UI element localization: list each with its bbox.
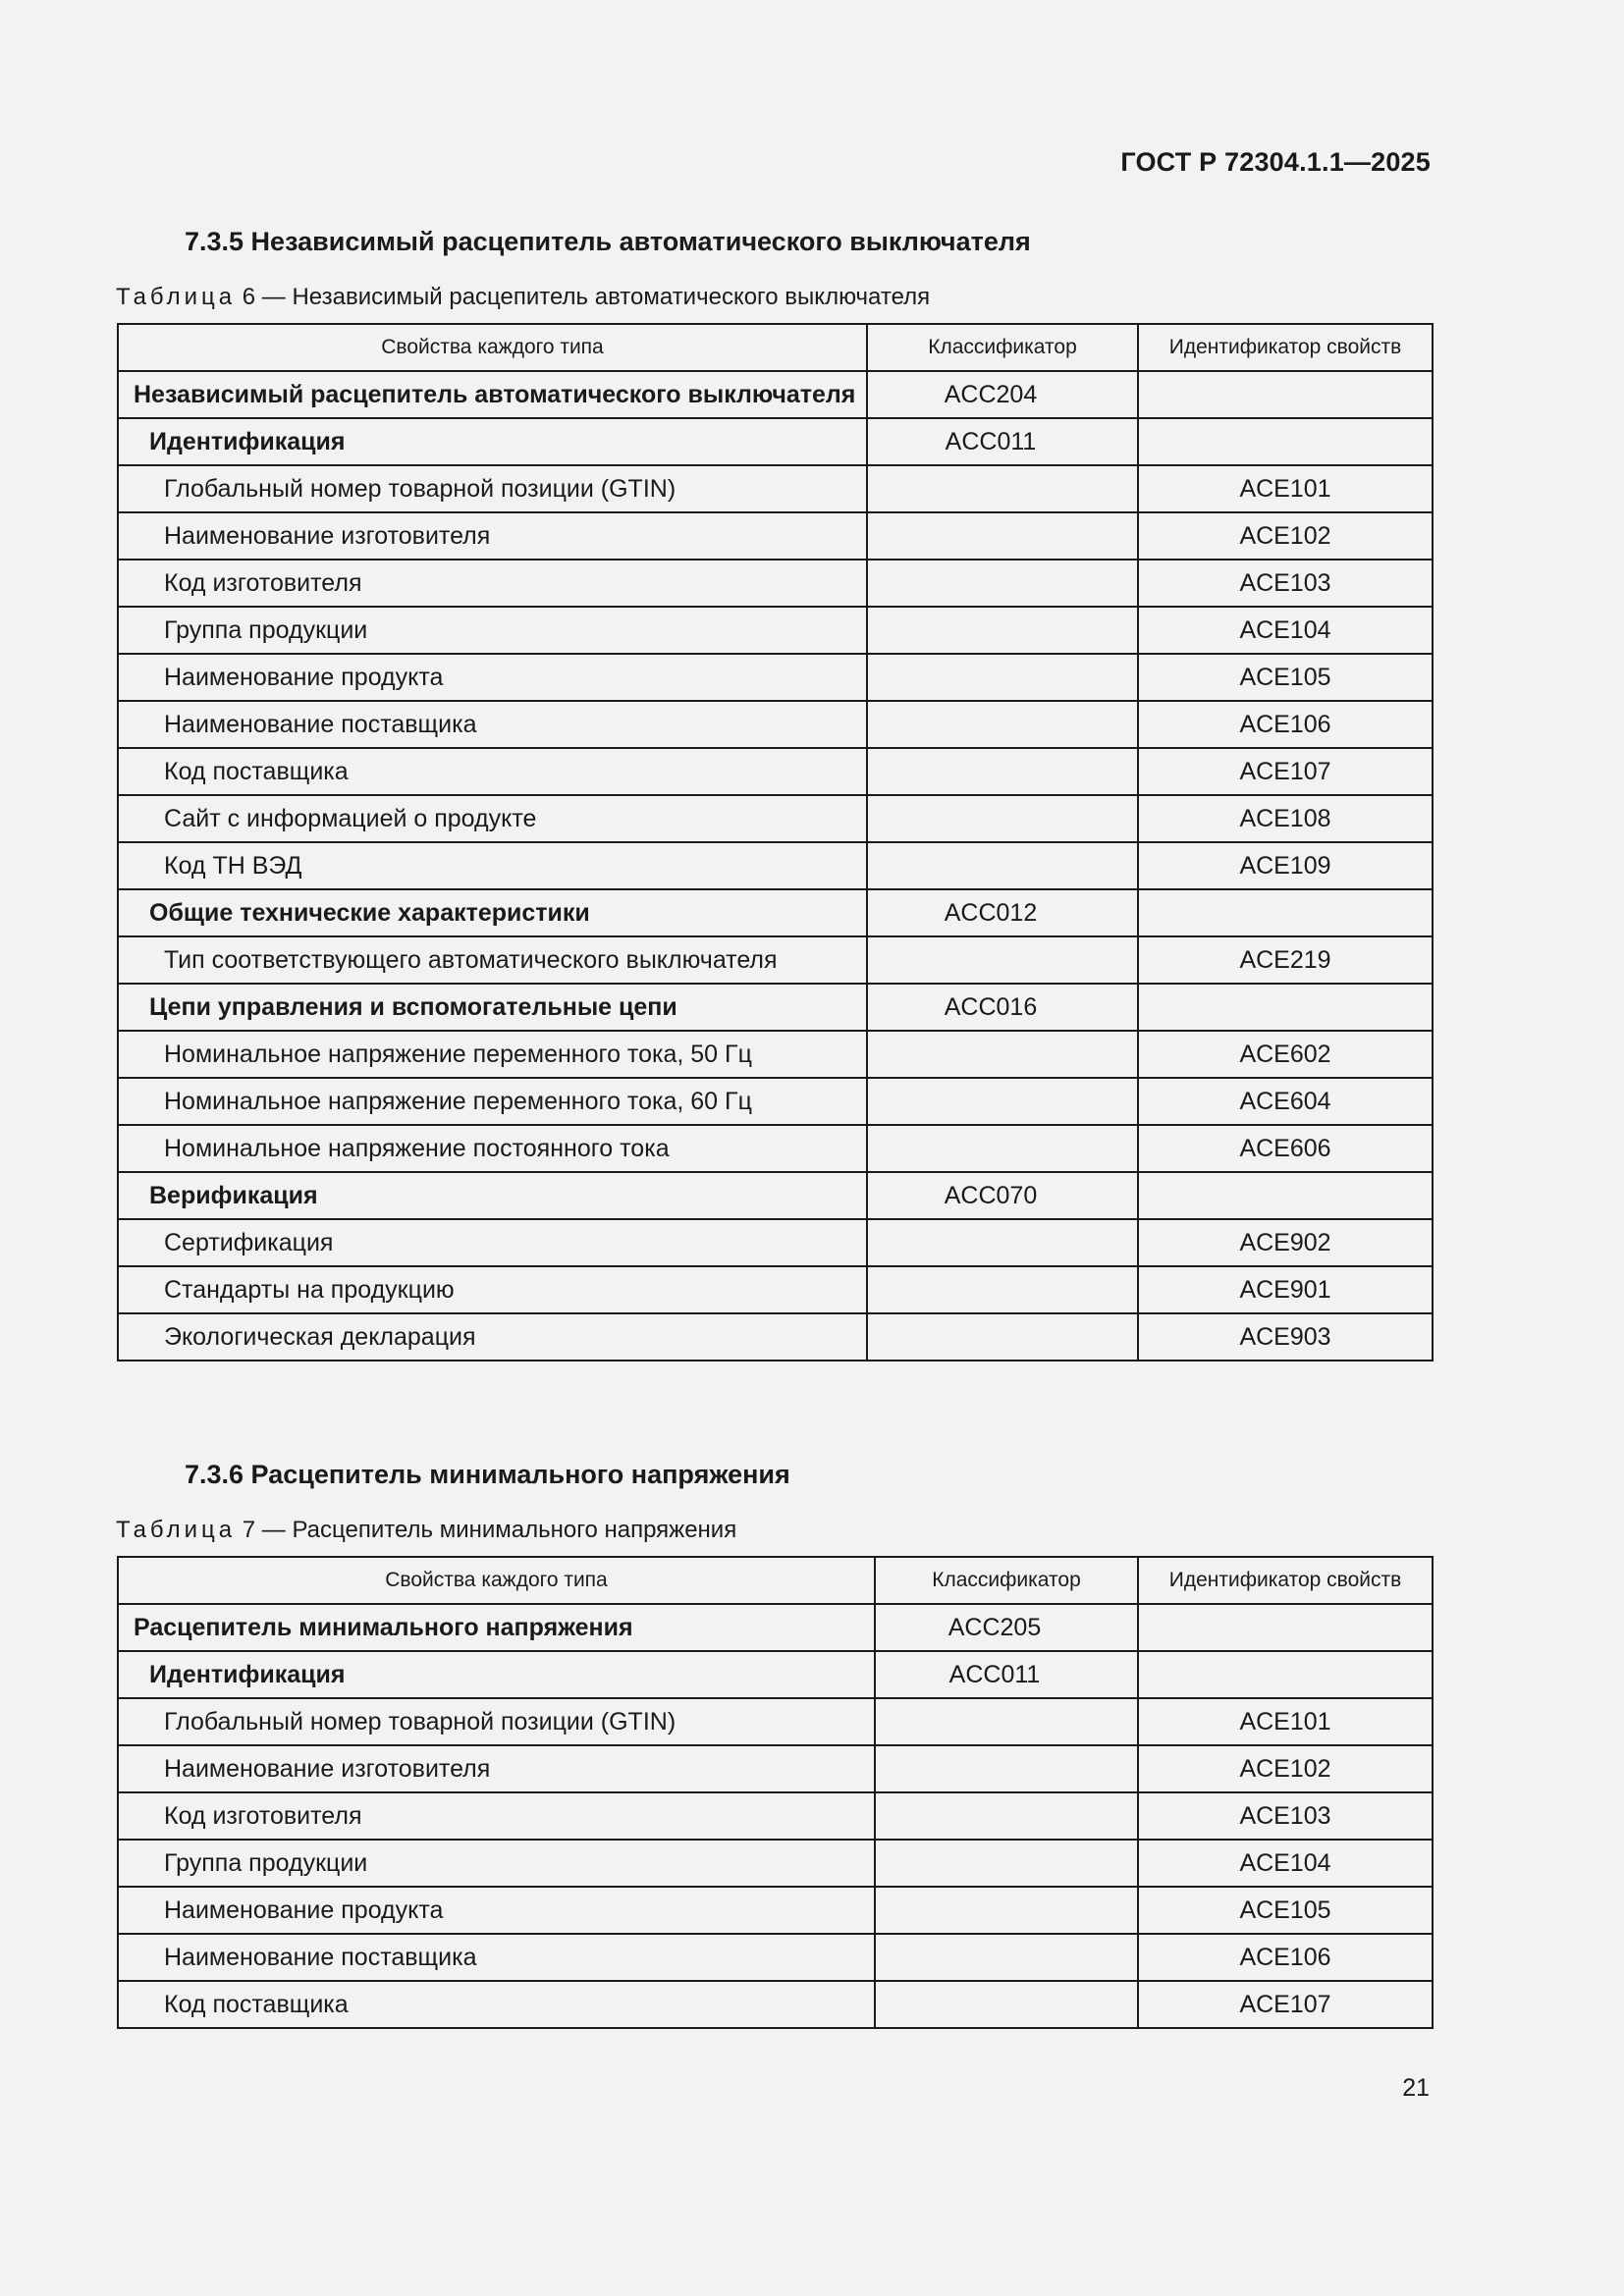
table-row (118, 654, 1433, 701)
property-id-cell (1138, 1651, 1433, 1698)
property-id-cell: ACE903 (1138, 1313, 1433, 1361)
column-header-classifier: Классификатор (875, 1557, 1138, 1604)
property-id-cell: ACE102 (1138, 512, 1433, 560)
classifier-cell (875, 1840, 1138, 1887)
property-name-cell: Код изготовителя (118, 1792, 875, 1840)
properties-table-7 (117, 1556, 1434, 2029)
table-row (118, 1313, 1433, 1361)
property-name-cell: Стандарты на продукцию (118, 1266, 867, 1313)
classifier-cell (867, 1125, 1138, 1172)
property-id-cell: ACE106 (1138, 701, 1433, 748)
classifier-cell (875, 1745, 1138, 1792)
table-row (118, 1604, 1433, 1651)
property-id-cell (1138, 984, 1433, 1031)
classifier-cell: ACC011 (867, 418, 1138, 465)
classifier-cell (867, 795, 1138, 842)
property-name-cell: Наименование продукта (118, 654, 867, 701)
property-id-cell (1138, 889, 1433, 936)
classifier-cell (867, 701, 1138, 748)
table-row (118, 607, 1433, 654)
column-header-properties: Свойства каждого типа (118, 324, 867, 371)
property-id-cell (1138, 1172, 1433, 1219)
table-row (118, 418, 1433, 465)
table-row (118, 889, 1433, 936)
table-row (118, 1887, 1433, 1934)
property-id-cell: ACE103 (1138, 1792, 1433, 1840)
column-header-property-id: Идентификатор свойств (1138, 324, 1433, 371)
property-name-cell: Верификация (118, 1172, 867, 1219)
property-name-cell: Номинальное напряжение переменного тока, 60 Гц (118, 1078, 867, 1125)
classifier-cell (867, 1078, 1138, 1125)
classifier-cell (875, 1887, 1138, 1934)
property-id-cell (1138, 418, 1433, 465)
table-row (118, 560, 1433, 607)
table-header-row (118, 324, 1433, 371)
table-header-row (118, 1557, 1433, 1604)
table-row (118, 1698, 1433, 1745)
classifier-cell: ACC016 (867, 984, 1138, 1031)
table-row (118, 1266, 1433, 1313)
property-name-cell: Наименование изготовителя (118, 512, 867, 560)
classifier-cell (867, 1219, 1138, 1266)
property-name-cell: Группа продукции (118, 1840, 875, 1887)
classifier-cell (875, 1698, 1138, 1745)
property-name-cell: Расцепитель минимального напряжения (118, 1604, 875, 1651)
classifier-cell (867, 1031, 1138, 1078)
table-row (118, 1125, 1433, 1172)
classifier-cell: ACC012 (867, 889, 1138, 936)
table-caption-6 (116, 284, 930, 311)
property-id-cell: ACE902 (1138, 1219, 1433, 1266)
property-name-cell: Код поставщика (118, 1981, 875, 2028)
property-id-cell: ACE106 (1138, 1934, 1433, 1981)
table-caption-text: 6 — Независимый расцепитель автоматического выключателя (242, 284, 931, 310)
table-row (118, 1745, 1433, 1792)
property-name-cell: Цепи управления и вспомогательные цепи (118, 984, 867, 1031)
table-row (118, 1219, 1433, 1266)
property-name-cell: Идентификация (118, 1651, 875, 1698)
property-id-cell: ACE219 (1138, 936, 1433, 984)
table-row (118, 795, 1433, 842)
property-id-cell: ACE107 (1138, 748, 1433, 795)
property-name-cell: Экологическая декларация (118, 1313, 867, 1361)
property-name-cell: Код ТН ВЭД (118, 842, 867, 889)
classifier-cell (867, 607, 1138, 654)
table-row (118, 701, 1433, 748)
property-name-cell: Глобальный номер товарной позиции (GTIN) (118, 465, 867, 512)
property-id-cell: ACE104 (1138, 1840, 1433, 1887)
table-row (118, 371, 1433, 418)
classifier-cell: ACC205 (875, 1604, 1138, 1651)
property-id-cell (1138, 1604, 1433, 1651)
property-name-cell: Глобальный номер товарной позиции (GTIN) (118, 1698, 875, 1745)
column-header-property-id: Идентификатор свойств (1138, 1557, 1433, 1604)
classifier-cell (867, 1266, 1138, 1313)
property-name-cell: Независимый расцепитель автоматического выключателя (118, 371, 867, 418)
property-name-cell: Общие технические характеристики (118, 889, 867, 936)
classifier-cell (867, 654, 1138, 701)
properties-table-6 (117, 323, 1434, 1362)
classifier-cell (867, 560, 1138, 607)
table-caption-text: 7 — Расцепитель минимального напряжения (242, 1517, 737, 1543)
property-id-cell: ACE103 (1138, 560, 1433, 607)
property-name-cell: Группа продукции (118, 607, 867, 654)
property-name-cell: Номинальное напряжение постоянного тока (118, 1125, 867, 1172)
property-id-cell: ACE105 (1138, 1887, 1433, 1934)
section-heading-7-3-6: 7.3.6 Расцепитель минимального напряжения (185, 1460, 790, 1489)
table-row (118, 1840, 1433, 1887)
classifier-cell (867, 465, 1138, 512)
property-name-cell: Сайт с информацией о продукте (118, 795, 867, 842)
table-row (118, 1934, 1433, 1981)
table-row (118, 748, 1433, 795)
table-row (118, 842, 1433, 889)
property-id-cell: ACE604 (1138, 1078, 1433, 1125)
table-caption-label: Таблица (116, 1517, 237, 1543)
classifier-cell: ACC011 (875, 1651, 1138, 1698)
property-name-cell: Идентификация (118, 418, 867, 465)
table-caption-label: Таблица (116, 284, 237, 310)
table-row (118, 1031, 1433, 1078)
property-id-cell: ACE107 (1138, 1981, 1433, 2028)
property-name-cell: Наименование продукта (118, 1887, 875, 1934)
classifier-cell (875, 1981, 1138, 2028)
table-row (118, 1078, 1433, 1125)
classifier-cell (875, 1934, 1138, 1981)
column-header-classifier: Классификатор (867, 324, 1138, 371)
property-name-cell: Наименование изготовителя (118, 1745, 875, 1792)
table-row (118, 1651, 1433, 1698)
document-code: ГОСТ Р 72304.1.1—2025 (1120, 147, 1431, 177)
classifier-cell (875, 1792, 1138, 1840)
column-header-properties: Свойства каждого типа (118, 1557, 875, 1604)
property-name-cell: Наименование поставщика (118, 701, 867, 748)
classifier-cell (867, 748, 1138, 795)
classifier-cell (867, 1313, 1138, 1361)
property-name-cell: Сертификация (118, 1219, 867, 1266)
table-row (118, 1172, 1433, 1219)
classifier-cell: ACC070 (867, 1172, 1138, 1219)
property-name-cell: Тип соответствующего автоматического выключателя (118, 936, 867, 984)
property-name-cell: Код поставщика (118, 748, 867, 795)
property-id-cell: ACE108 (1138, 795, 1433, 842)
classifier-cell (867, 512, 1138, 560)
property-id-cell: ACE101 (1138, 1698, 1433, 1745)
table-row (118, 465, 1433, 512)
property-id-cell: ACE606 (1138, 1125, 1433, 1172)
property-id-cell: ACE104 (1138, 607, 1433, 654)
property-id-cell (1138, 371, 1433, 418)
table-row (118, 984, 1433, 1031)
property-name-cell: Номинальное напряжение переменного тока, 50 Гц (118, 1031, 867, 1078)
property-id-cell: ACE109 (1138, 842, 1433, 889)
property-id-cell: ACE105 (1138, 654, 1433, 701)
table-row (118, 936, 1433, 984)
classifier-cell (867, 936, 1138, 984)
property-id-cell: ACE901 (1138, 1266, 1433, 1313)
property-id-cell: ACE102 (1138, 1745, 1433, 1792)
section-heading-7-3-5: 7.3.5 Независимый расцепитель автоматического выключателя (185, 227, 1031, 256)
table-row (118, 1981, 1433, 2028)
classifier-cell: ACC204 (867, 371, 1138, 418)
table-row (118, 1792, 1433, 1840)
property-name-cell: Наименование поставщика (118, 1934, 875, 1981)
classifier-cell (867, 842, 1138, 889)
property-id-cell: ACE101 (1138, 465, 1433, 512)
table-row (118, 512, 1433, 560)
property-name-cell: Код изготовителя (118, 560, 867, 607)
property-id-cell: ACE602 (1138, 1031, 1433, 1078)
table-caption-7 (116, 1517, 736, 1544)
page-number: 21 (1402, 2074, 1430, 2102)
